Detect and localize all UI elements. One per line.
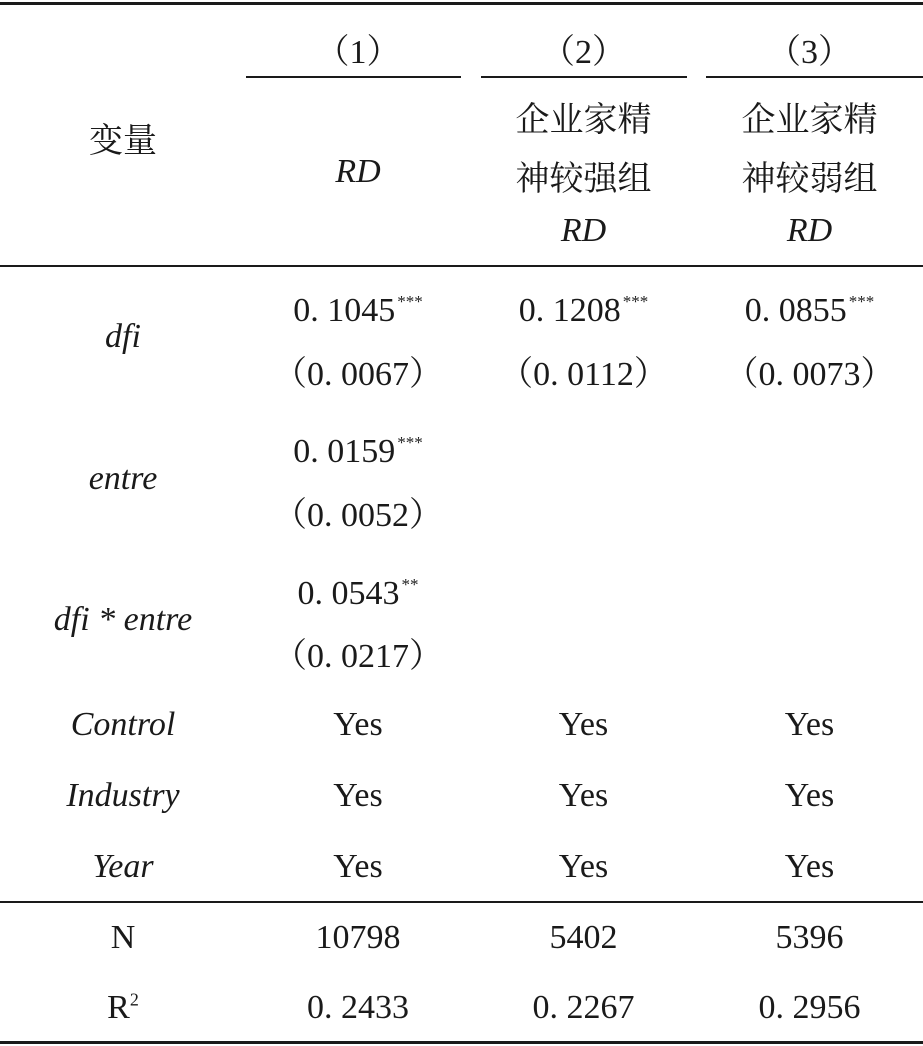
col2-dependent: RD [560, 212, 607, 249]
significance-stars: *** [397, 433, 423, 452]
r2-superscript: 2 [129, 989, 139, 1010]
r2-col1: 0. 2433 [307, 989, 409, 1026]
interaction-se-col1: （0. 0217） [273, 638, 443, 675]
row-label-n: N [110, 919, 136, 956]
header-bottom-rule [0, 265, 923, 267]
col3-dependent: RD [786, 212, 833, 249]
dfi-coef-col2: 0. 1208 *** [518, 292, 649, 329]
dfi-se-col1: （0. 0067） [273, 356, 443, 393]
dfi-coef-col3: 0. 0855 *** [744, 292, 875, 329]
significance-stars: ** [401, 575, 419, 594]
entre-coef-col1: 0. 0159 *** [293, 433, 423, 470]
r2-col3: 0. 2956 [758, 989, 861, 1026]
top-rule [0, 2, 923, 5]
entre-se-col1: （0. 0052） [273, 497, 443, 534]
year-col2: Yes [558, 848, 609, 885]
col1-header-rule [246, 76, 461, 78]
industry-col2: Yes [558, 777, 609, 814]
dfi-coef-col1: 0. 1045 *** [293, 292, 423, 329]
significance-stars: *** [622, 292, 649, 311]
row-label-dfi: dfi [105, 318, 141, 355]
industry-col1: Yes [333, 777, 383, 814]
col2-header-rule [481, 76, 687, 78]
col2-group-line1: 企业家精 [515, 100, 652, 140]
row-label-control: Control [70, 706, 176, 743]
variable-header: 变量 [89, 121, 157, 161]
col1-dependent: RD [335, 153, 381, 190]
col3-number: （3） [767, 34, 852, 71]
n-col2: 5402 [549, 919, 618, 956]
row-label-industry: Industry [66, 777, 180, 814]
r2-col2: 0. 2267 [532, 989, 635, 1026]
industry-col3: Yes [784, 777, 835, 814]
row-label-entre: entre [88, 460, 158, 497]
significance-stars: *** [848, 292, 875, 311]
control-col2: Yes [558, 706, 609, 743]
bottom-rule [0, 1041, 923, 1044]
row-label-interaction: dfi * entre [53, 601, 193, 638]
n-col3: 5396 [775, 919, 844, 956]
col1-number: （1） [315, 34, 401, 71]
col3-group-line1: 企业家精 [741, 100, 878, 140]
stats-rule [0, 901, 923, 903]
row-label-r2: $R^2$ [107, 989, 139, 1026]
control-col3: Yes [784, 706, 835, 743]
row-label-year: Year [92, 848, 154, 885]
dfi-se-col2: （0. 0112） [499, 356, 668, 393]
year-col3: Yes [784, 848, 835, 885]
col3-group-line2: 神较弱组 [741, 159, 878, 199]
interaction-coef-col1: 0. 0543 ** [297, 575, 419, 612]
year-col1: Yes [333, 848, 383, 885]
col2-group-line2: 神较强组 [515, 159, 652, 199]
n-col1: 10798 [315, 919, 401, 956]
col2-number: （2） [541, 34, 626, 71]
col3-header-rule [706, 76, 923, 78]
significance-stars: *** [397, 292, 423, 311]
dfi-se-col3: （0. 0073） [724, 356, 895, 393]
control-col1: Yes [333, 706, 383, 743]
